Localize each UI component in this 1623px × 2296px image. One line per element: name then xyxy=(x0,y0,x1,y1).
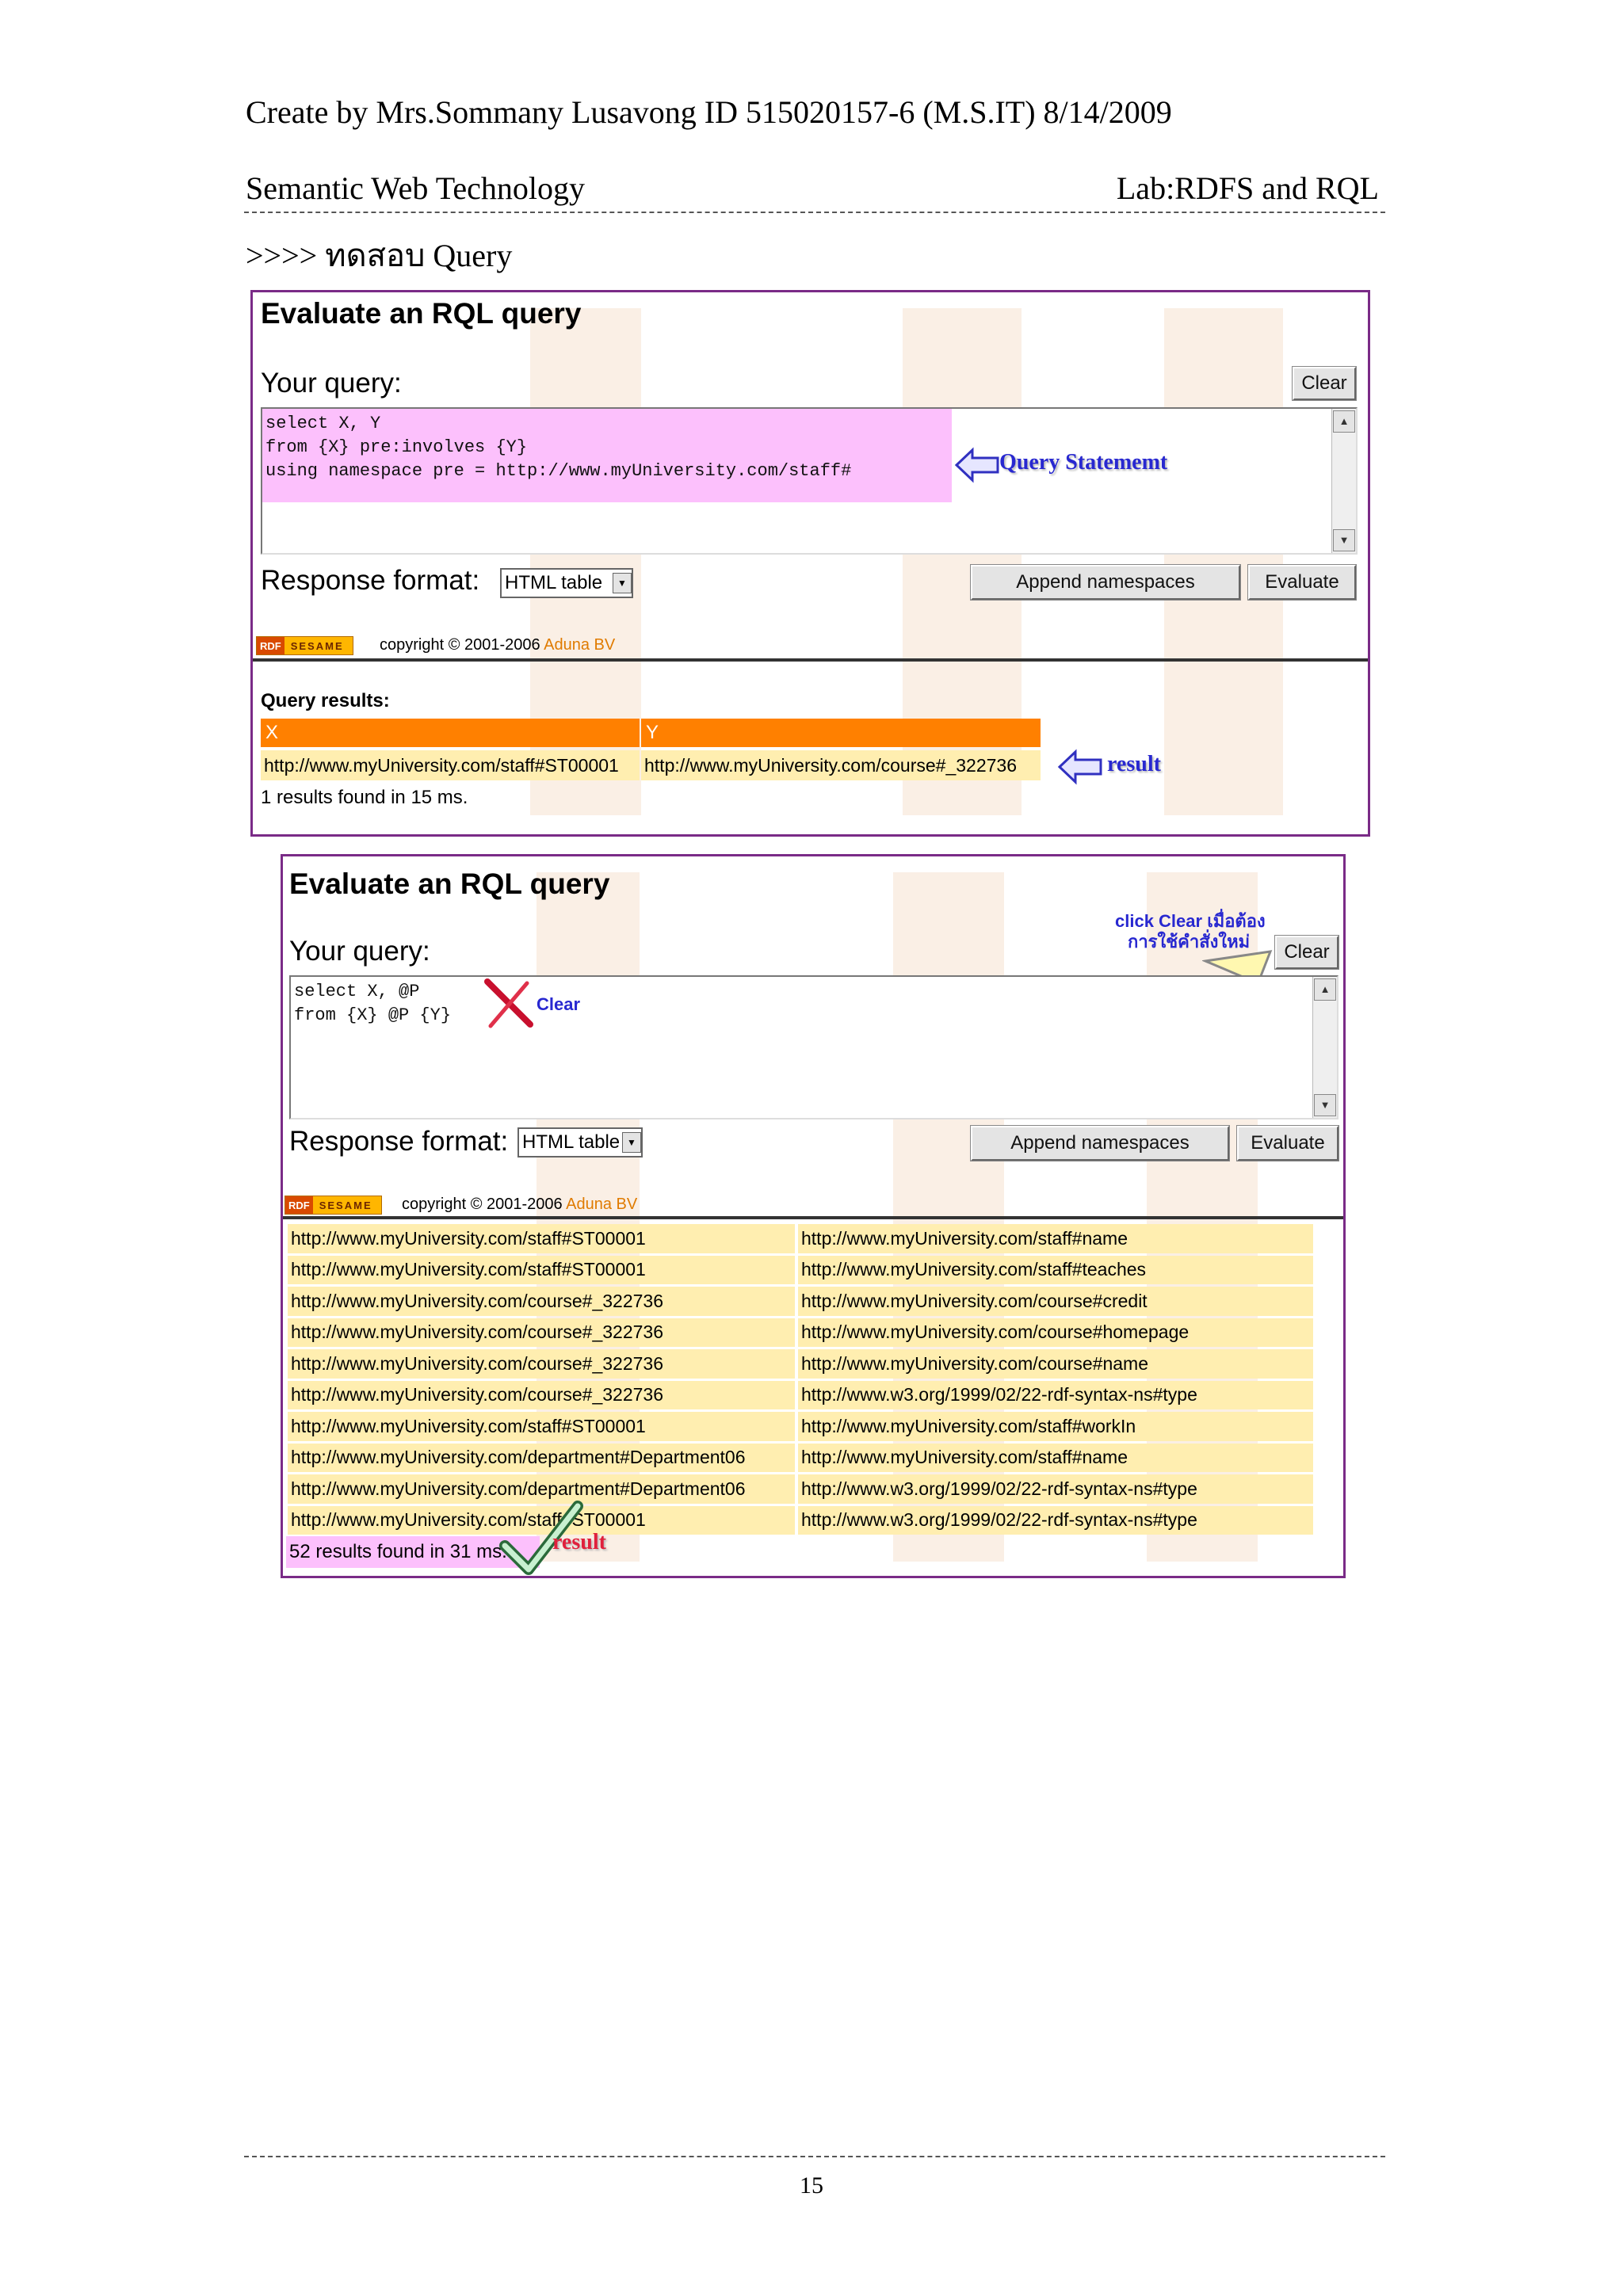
your-query-label: Your query: xyxy=(289,936,430,967)
header-divider xyxy=(244,212,1385,213)
column-header-x: X xyxy=(261,719,640,747)
result-cell: http://www.myUniversity.com/staff#name xyxy=(798,1444,1313,1473)
scroll-up-icon[interactable]: ▲ xyxy=(1314,978,1336,1001)
result-cell: http://www.w3.org/1999/02/22-rdf-syntax-ns#type xyxy=(798,1474,1313,1504)
query-scrollbar[interactable] xyxy=(1331,409,1356,553)
annotation-clear-hint-1: click Clear เมื่อต้อง xyxy=(1115,911,1266,931)
footer-divider xyxy=(244,2156,1385,2157)
aduna-link[interactable]: Aduna BV xyxy=(544,636,616,654)
response-format-label: Response format: xyxy=(261,565,480,596)
result-cell: http://www.w3.org/1999/02/22-rdf-syntax-ns#type xyxy=(798,1381,1313,1410)
red-x-icon xyxy=(481,975,537,1031)
annotation-clear-hint-2: การใช้คำสั่งใหม่ xyxy=(1128,932,1251,952)
sesame-logo: RDF SESAME xyxy=(285,1196,382,1215)
course-title: Semantic Web Technology xyxy=(246,170,585,206)
append-namespaces-button[interactable]: Append namespaces xyxy=(971,565,1240,600)
results-summary: 52 results found in 31 ms. xyxy=(289,1541,507,1562)
scroll-down-icon[interactable]: ▼ xyxy=(1333,529,1355,551)
query-input[interactable] xyxy=(261,407,1358,555)
left-arrow-icon xyxy=(1056,749,1104,785)
clear-button[interactable]: Clear xyxy=(1293,367,1356,400)
result-cell: http://www.myUniversity.com/staff#ST00001 xyxy=(288,1256,795,1285)
divider xyxy=(253,658,1368,662)
clear-button[interactable]: Clear xyxy=(1275,936,1338,969)
result-cell: http://www.myUniversity.com/staff#ST00001 xyxy=(288,1412,795,1441)
lab-title: Lab:RDFS and RQL xyxy=(1116,170,1379,206)
result-cell: http://www.myUniversity.com/course#_322736 xyxy=(288,1318,795,1348)
result-cell: http://www.myUniversity.com/department#Department06 xyxy=(288,1474,795,1504)
result-cell: http://www.myUniversity.com/staff#ST00001 xyxy=(288,1224,795,1253)
rql-panel-2 xyxy=(281,854,1346,1578)
chevron-down-icon: ▼ xyxy=(613,573,632,593)
result-cell: http://www.myUniversity.com/course#_322736 xyxy=(641,750,1041,780)
response-format-label: Response format: xyxy=(289,1126,509,1157)
query-scrollbar[interactable] xyxy=(1312,977,1337,1118)
query-text: select X, Y from {X} pre:involves {Y} using namespace pre = http://www.myUniversity.com/staff# xyxy=(265,414,852,481)
results-summary: 1 results found in 15 ms. xyxy=(261,787,468,808)
section-title: >>>> ทดสอบ Query xyxy=(246,238,513,273)
result-cell: http://www.myUniversity.com/course#homepage xyxy=(798,1318,1313,1348)
result-cell: http://www.myUniversity.com/staff#ST00001 xyxy=(288,1506,795,1535)
annotation-result: result xyxy=(552,1530,606,1554)
result-cell: http://www.myUniversity.com/staff#workIn xyxy=(798,1412,1313,1441)
scroll-down-icon[interactable]: ▼ xyxy=(1314,1094,1336,1116)
result-cell: http://www.myUniversity.com/department#Department06 xyxy=(288,1444,795,1473)
panel-title: Evaluate an RQL query xyxy=(261,297,582,330)
annotation-result: result xyxy=(1107,752,1161,776)
panel-title: Evaluate an RQL query xyxy=(289,868,610,900)
rql-panel-1 xyxy=(250,290,1370,837)
chevron-down-icon: ▼ xyxy=(622,1132,641,1153)
scroll-up-icon[interactable]: ▲ xyxy=(1333,410,1355,433)
creator-line: Create by Mrs.Sommany Lusavong ID 515020157-6 (M.S.IT) 8/14/2009 xyxy=(246,94,1172,130)
format-value: HTML table xyxy=(505,572,603,593)
result-cell: http://www.myUniversity.com/course#_322736 xyxy=(288,1287,795,1316)
result-cell: http://www.myUniversity.com/staff#name xyxy=(798,1224,1313,1253)
result-cell: http://www.myUniversity.com/course#_322736 xyxy=(288,1381,795,1410)
result-cell: http://www.myUniversity.com/staff#ST00001 xyxy=(261,750,640,780)
format-select[interactable] xyxy=(517,1127,643,1158)
format-value: HTML table xyxy=(522,1131,621,1153)
page-number: 15 xyxy=(800,2172,823,2199)
sesame-logo: RDF SESAME xyxy=(256,636,353,655)
evaluate-button[interactable]: Evaluate xyxy=(1237,1126,1338,1161)
left-arrow-icon xyxy=(953,447,1001,483)
column-header-y: Y xyxy=(641,719,1041,747)
divider xyxy=(283,1216,1343,1219)
result-cell: http://www.myUniversity.com/staff#teaches xyxy=(798,1256,1313,1285)
format-select[interactable] xyxy=(500,568,633,598)
query-input[interactable] xyxy=(289,975,1338,1119)
results-heading: Query results: xyxy=(261,690,390,711)
evaluate-button[interactable]: Evaluate xyxy=(1248,565,1356,600)
copyright: copyright © 2001-2006 Aduna BV xyxy=(402,1196,638,1213)
aduna-link[interactable]: Aduna BV xyxy=(566,1196,638,1213)
your-query-label: Your query: xyxy=(261,368,402,399)
append-namespaces-button[interactable]: Append namespaces xyxy=(971,1126,1229,1161)
copyright: copyright © 2001-2006 Aduna BV xyxy=(380,636,616,654)
result-cell: http://www.myUniversity.com/course#_322736 xyxy=(288,1349,795,1379)
watermark xyxy=(1164,308,1283,815)
result-cell: http://www.myUniversity.com/course#name xyxy=(798,1349,1313,1379)
query-text: select X, @P from {X} @P {Y} xyxy=(294,982,452,1025)
result-cell: http://www.myUniversity.com/course#credit xyxy=(798,1287,1313,1316)
annotation-clear: Clear xyxy=(537,994,581,1014)
annotation-query-statement: Query Statememt xyxy=(999,450,1168,475)
result-cell: http://www.w3.org/1999/02/22-rdf-syntax-ns#type xyxy=(798,1506,1313,1535)
